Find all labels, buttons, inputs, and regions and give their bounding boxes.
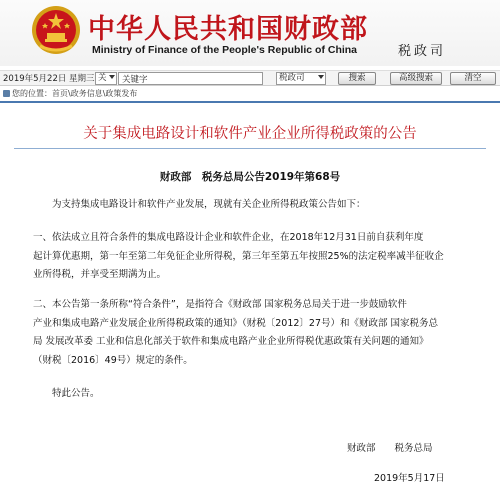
signatories: 财政部 税务总局 [347, 443, 433, 454]
breadcrumb-text[interactable]: 您的位置：首页\政务信息\政策发布 [12, 89, 138, 98]
document-number: 财政部 税务总局公告2019年第68号 [159, 171, 341, 183]
paragraph-article-2: 二、本公告第一条所称“符合条件”，是指符合《财政部 国家税务总局关于进一步鼓励软件 产业和集成电路产业发展企业所得税政策的通知》（财税〔2012〕27号）和《财政部 国家税务总 局 发展改革委 工业和信息化部关于软件和集成电路产业企业所得税优惠政策有关问题的通知》 （财税〔2016〕49号）规定的条件。 [33, 299, 439, 366]
current-date: 2019年5月22日 星期三 [3, 74, 95, 84]
breadcrumb [0, 88, 500, 100]
advanced-search-button[interactable]: 高级搜索 [390, 72, 442, 85]
search-input[interactable] [118, 72, 263, 85]
national-emblem-icon [30, 4, 82, 56]
location-icon [3, 90, 10, 97]
chevron-down-icon [109, 75, 115, 79]
paragraph-intro: 为支持集成电路设计和软件产业发展，现就有关企业所得税政策公告如下： [52, 199, 366, 210]
site-header [0, 0, 500, 66]
search-button[interactable]: 搜索 [338, 72, 376, 85]
paragraph-closing: 特此公告。 [52, 388, 100, 399]
divider [0, 101, 500, 103]
paragraph-article-1: 一、依法成立且符合条件的集成电路设计企业和软件企业，在2018年12月31日前自获利年度 起计算优惠期，第一年至第二年免征企业所得税，第三年至第五年按照25%的法定税率减半征收企 业所得税，并享受至期满为止。 [33, 232, 444, 280]
site-title: 中华人民共和国财政部 [88, 14, 368, 45]
clear-button[interactable]: 清空 [450, 72, 496, 85]
department-name: 税政司 [398, 44, 447, 59]
category-select[interactable]: 税政司 [276, 72, 326, 85]
chevron-down-icon [318, 75, 324, 79]
article-title: 关于集成电路设计和软件产业企业所得税政策的公告 [83, 126, 417, 142]
search-toolbar [0, 70, 500, 86]
sign-date: 2019年5月17日 [374, 473, 445, 484]
site-title-english: Ministry of Finance of the People's Republic of China [92, 44, 358, 56]
title-divider [14, 148, 486, 149]
keyword-type-select[interactable]: 关 [95, 72, 117, 85]
